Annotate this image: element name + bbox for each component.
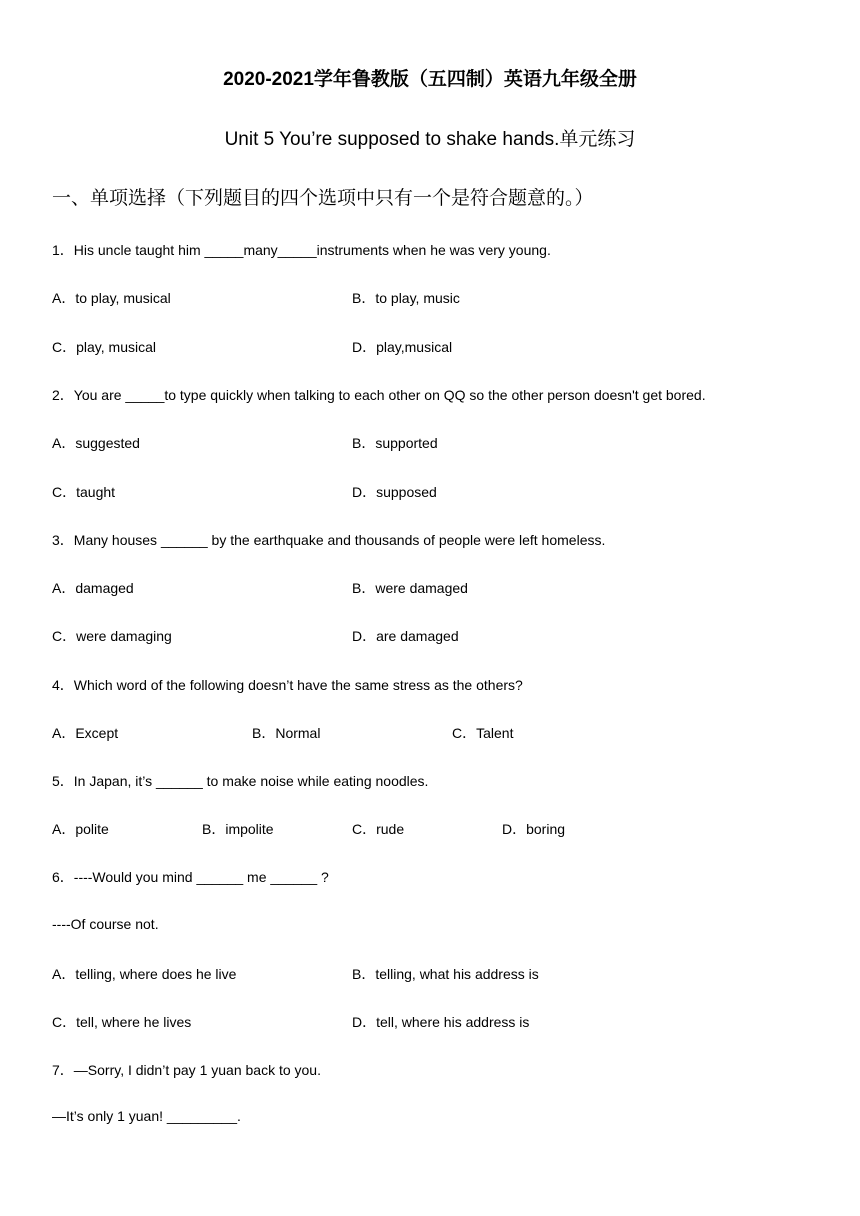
option-d: D．tell, where his address is xyxy=(352,1014,530,1030)
option-d: D．supposed xyxy=(352,484,437,500)
option-c: C．Talent xyxy=(452,725,514,741)
option-b: B．impolite xyxy=(202,821,274,837)
section-heading: 一、单项选择（下列题目的四个选项中只有一个是符合题意的。） xyxy=(52,188,594,209)
document-subtitle: Unit 5 You’re supposed to shake hands.单元练习 xyxy=(224,129,636,150)
option-d: D．are damaged xyxy=(352,628,459,644)
option-a: A．Except xyxy=(52,725,119,741)
option-a: A．suggested xyxy=(52,435,140,451)
question-stem-reply: ----Of course not. xyxy=(52,916,159,932)
question-stem: 2．You are _____to type quickly when talking to each other on QQ so the other person doesn't get bored. xyxy=(52,387,706,403)
option-a: A．to play, musical xyxy=(52,290,171,306)
question-stem: 5．In Japan, it’s ______ to make noise while eating noodles. xyxy=(52,773,429,789)
option-d: D．boring xyxy=(502,821,566,837)
option-a: A．telling, where does he live xyxy=(52,966,237,982)
option-c: C．were damaging xyxy=(52,628,172,644)
option-c: C．rude xyxy=(352,821,405,837)
option-d: D．play,musical xyxy=(352,339,453,355)
option-b: B．were damaged xyxy=(352,580,468,596)
option-c: C．tell, where he lives xyxy=(52,1014,192,1030)
option-b: B．Normal xyxy=(252,725,321,741)
option-b: B．to play, music xyxy=(352,290,460,306)
option-c: C．play, musical xyxy=(52,339,156,355)
question-stem: 6．----Would you mind ______ me ______ ? xyxy=(52,869,329,885)
option-b: B．telling, what his address is xyxy=(352,966,539,982)
option-b: B．supported xyxy=(352,435,438,451)
question-stem: 7．—Sorry, I didn’t pay 1 yuan back to you. xyxy=(52,1062,321,1078)
document-title: 2020-2021学年鲁教版（五四制）英语九年级全册 xyxy=(223,69,637,90)
option-a: A．polite xyxy=(52,821,109,837)
question-stem: 3．Many houses ______ by the earthquake and thousands of people were left homeless. xyxy=(52,532,606,548)
option-a: A．damaged xyxy=(52,580,134,596)
question-stem: 4．Which word of the following doesn’t have the same stress as the others? xyxy=(52,677,523,693)
option-c: C．taught xyxy=(52,484,116,500)
question-stem-reply: —It’s only 1 yuan! _________. xyxy=(52,1108,241,1124)
question-stem: 1．His uncle taught him _____many_____instruments when he was very young. xyxy=(52,242,551,258)
